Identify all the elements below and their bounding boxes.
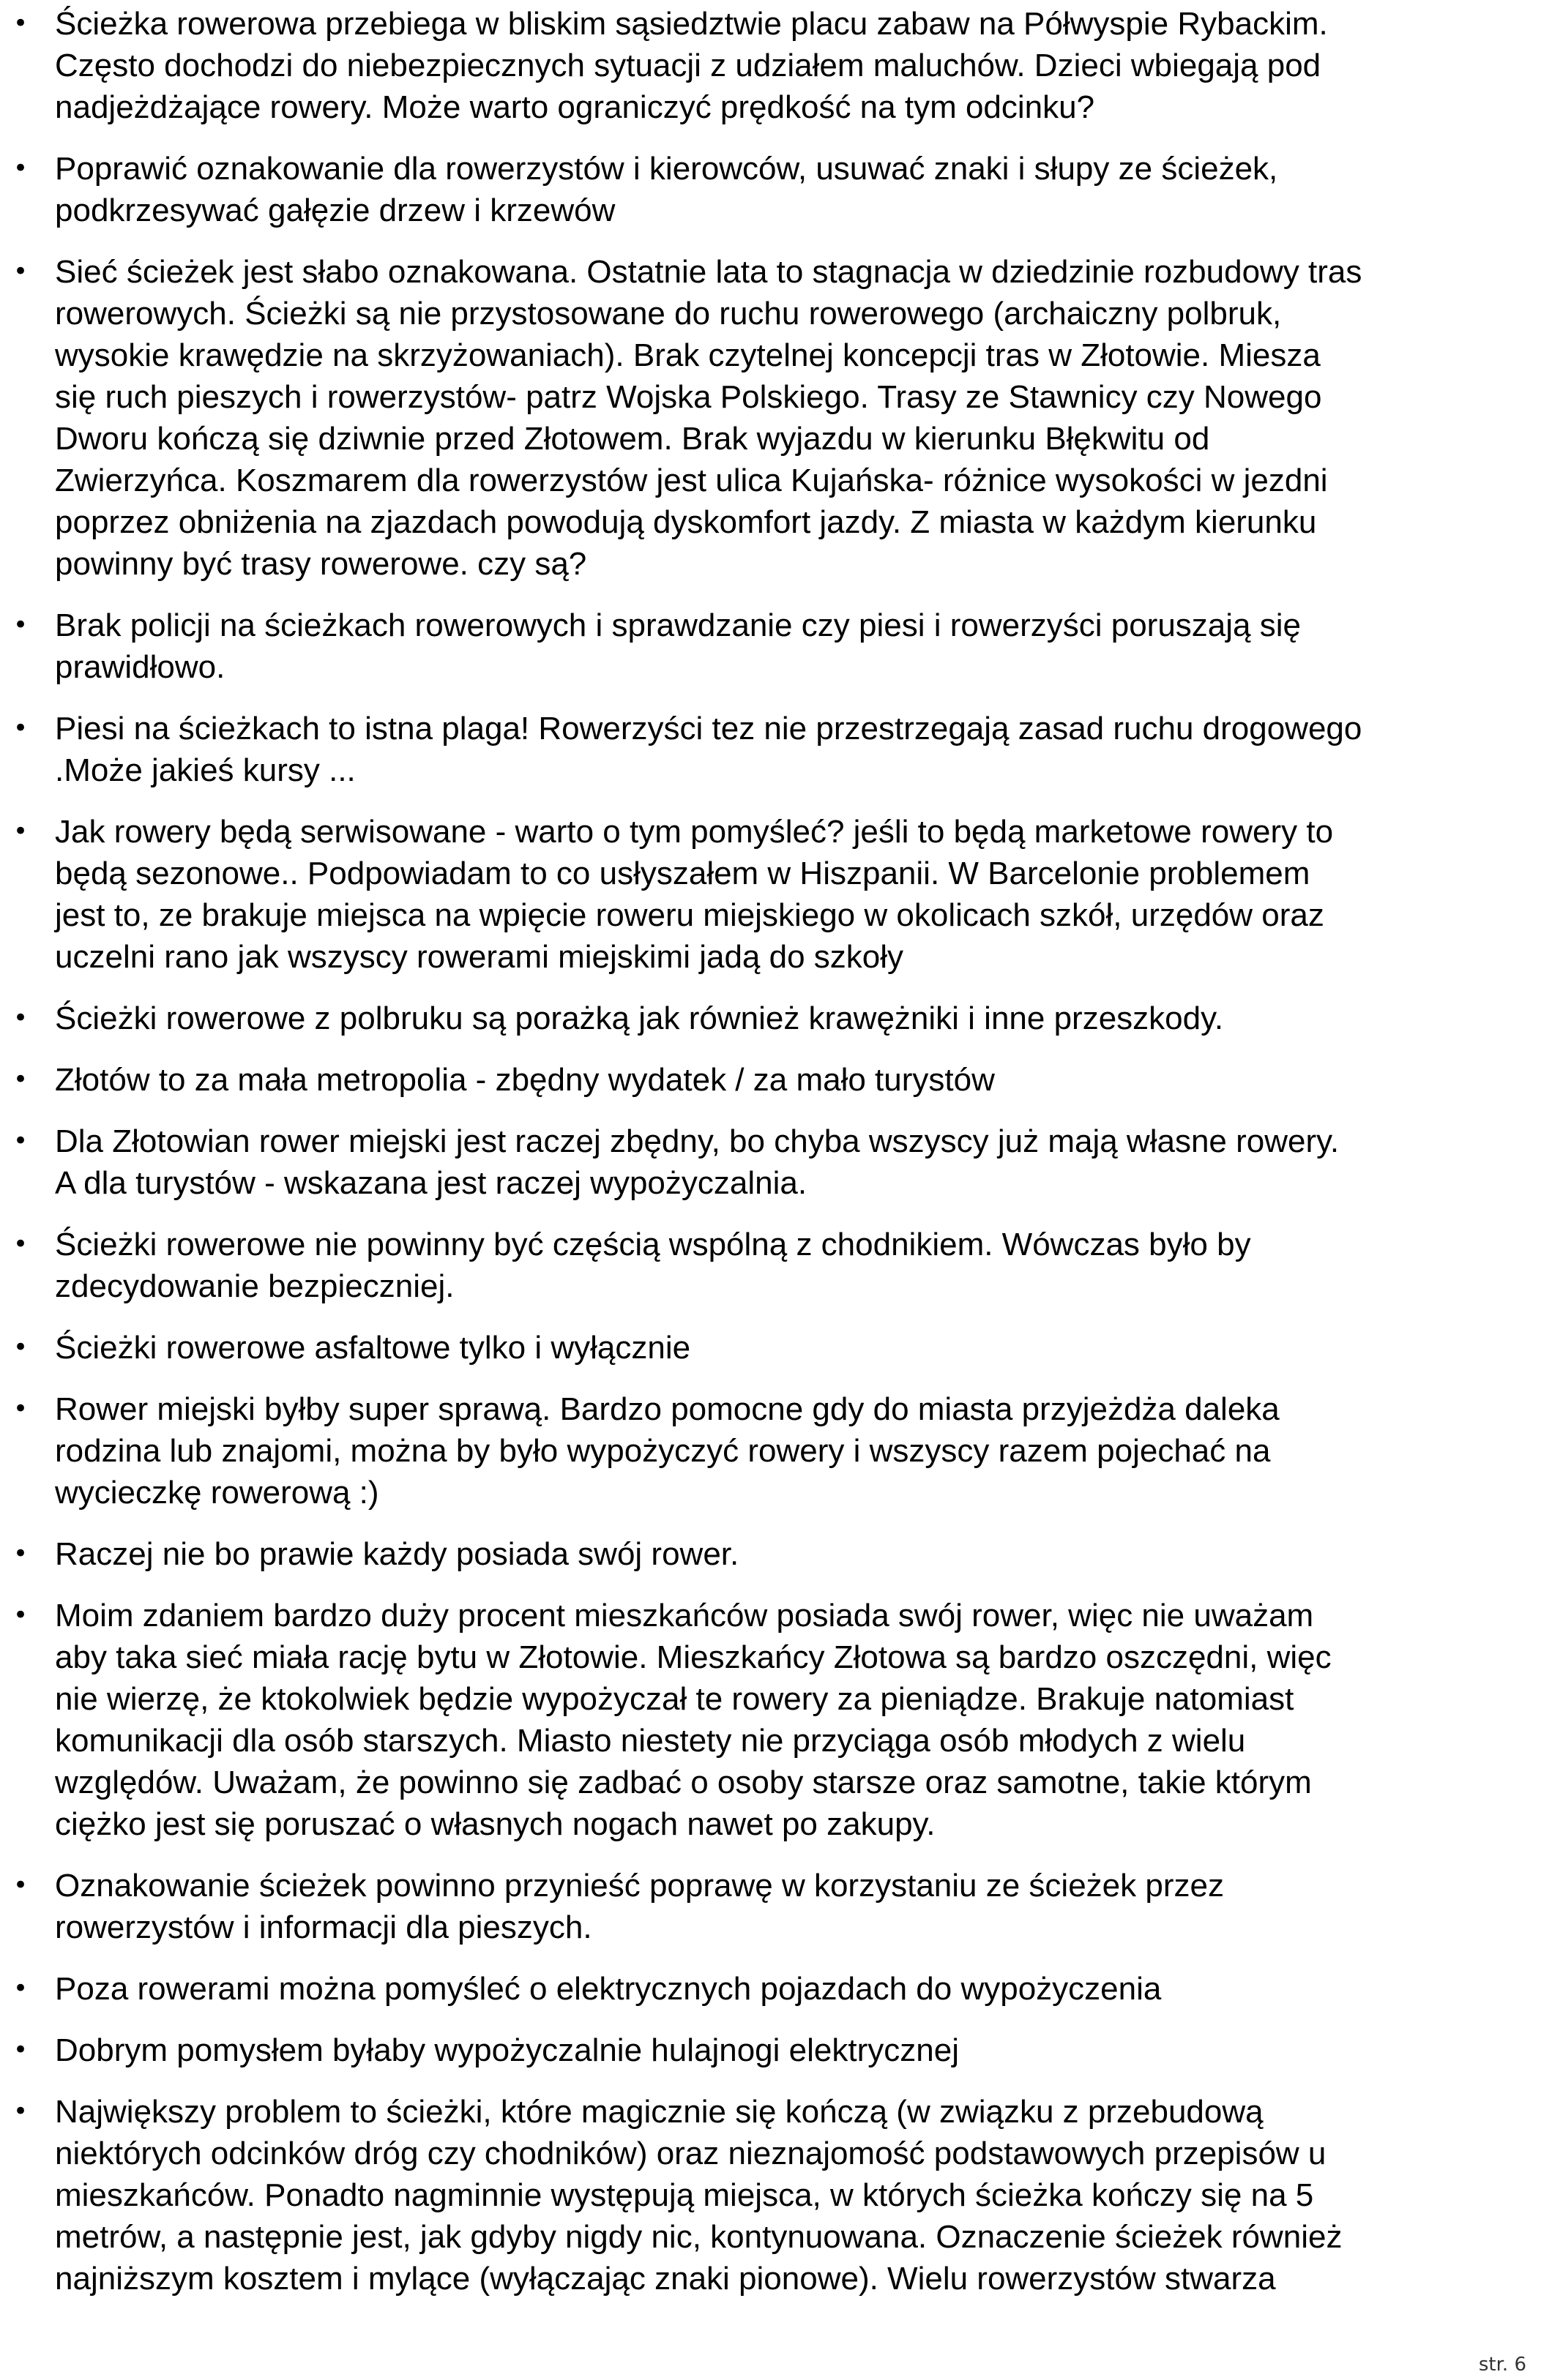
comment-text: Piesi na ścieżkach to istna plaga! Rowerzyści tez nie przestrzegają zasad ruchu drogowego .Może jakieś kursy ... <box>55 711 1362 788</box>
list-item <box>0 2029 1541 2071</box>
comment-text: Dobrym pomysłem byłaby wypożyczalnie hulajnogi elektrycznej <box>55 2032 959 2068</box>
comment-text: Poza rowerami można pomyśleć o elektrycznych pojazdach do wypożyczenia <box>55 1971 1162 2007</box>
comment-text: Największy problem to ścieżki, które magicznie się kończą (w związku z przebudową niektórych odcinków dróg czy chodników) oraz nieznajomość podstawowych przepisów u mieszkańców. Ponadto nagminnie występują miejsca, w których ścieżka kończy się na 5 metrów, a następnie jest, jak gdyby nigdy nic, kontynuowana. Oznaczenie ścieżek również najniższym kosztem i mylące (wyłączając znaki pionowe). Wielu rowerzystów stwarza <box>55 2094 1343 2297</box>
bullet-icon: • <box>12 1601 29 1630</box>
comment-list <box>0 3 1541 2319</box>
comment-text: Ścieżki rowerowe asfaltowe tylko i wyłącznie <box>55 1330 691 1366</box>
bullet-icon: • <box>12 1394 29 1423</box>
bullet-icon: • <box>12 9 29 38</box>
page-number: str. 6 <box>1478 2354 1526 2376</box>
list-item <box>0 1388 1541 1513</box>
list-item <box>0 3 1541 128</box>
bullet-icon: • <box>12 1974 29 2003</box>
bullet-icon: • <box>12 714 29 743</box>
bullet-icon: • <box>12 1333 29 1362</box>
list-item <box>0 708 1541 791</box>
bullet-icon: • <box>12 1126 29 1156</box>
list-item <box>0 1865 1541 1948</box>
list-item <box>0 2091 1541 2299</box>
list-item <box>0 1224 1541 1307</box>
list-item <box>0 998 1541 1039</box>
comment-text: Poprawić oznakowanie dla rowerzystów i kierowców, usuwać znaki i słupy ze ścieżek, podkrzesywać gałęzie drzew i krzewów <box>55 151 1278 228</box>
list-item <box>0 605 1541 688</box>
list-item <box>0 811 1541 978</box>
bullet-icon: • <box>12 610 29 640</box>
bullet-icon: • <box>12 1539 29 1568</box>
bullet-icon: • <box>12 1065 29 1094</box>
bullet-icon: • <box>12 154 29 183</box>
bullet-icon: • <box>12 1871 29 1900</box>
list-item <box>0 251 1541 585</box>
list-item <box>0 1533 1541 1575</box>
bullet-icon: • <box>12 2097 29 2126</box>
list-item <box>0 1968 1541 2010</box>
bullet-icon: • <box>12 1230 29 1259</box>
comment-text: Jak rowery będą serwisowane - warto o tym pomyśleć? jeśli to będą marketowe rowery to będą sezonowe.. Podpowiadam to co usłyszałem w Hiszpanii. W Barcelonie problemem jest to, ze brakuje miejsca na wpięcie roweru miejskiego w okolicach szkół, urzędów oraz uczelni rano jak wszyscy rowerami miejskimi jadą do szkoły <box>55 814 1334 975</box>
comment-text: Moim zdaniem bardzo duży procent mieszkańców posiada swój rower, więc nie uważam aby taka sieć miała rację bytu w Złotowie. Mieszkańcy Złotowa są bardzo oszczędni, więc nie wierzę, że ktokolwiek będzie wypożyczał te rowery za pieniądze. Brakuje natomiast komunikacji dla osób starszych. Miasto niestety nie przyciąga osób młodych z wielu względów. Uważam, że powinno się zadbać o osoby starsze oraz samotne, takie którym ciężko jest się poruszać o własnych nogach nawet po zakupy. <box>55 1598 1332 1842</box>
bullet-icon: • <box>12 2035 29 2065</box>
comment-text: Oznakowanie ścieżek powinno przynieść poprawę w korzystaniu ze ścieżek przez rowerzystów i informacji dla pieszych. <box>55 1868 1224 1945</box>
comment-text: Złotów to za mała metropolia - zbędny wydatek / za mało turystów <box>55 1062 995 1098</box>
comment-text: Brak policji na ścieżkach rowerowych i sprawdzanie czy piesi i rowerzyści poruszają się prawidłowo. <box>55 607 1301 685</box>
bullet-icon: • <box>12 817 29 846</box>
comment-text: Ścieżka rowerowa przebiega w bliskim sąsiedztwie placu zabaw na Półwyspie Rybackim. Często dochodzi do niebezpiecznych sytuacji z udziałem maluchów. Dzieci wbiegają pod nadjeżdżające rowery. Może warto ograniczyć prędkość na tym odcinku? <box>55 6 1328 125</box>
comment-text: Dla Złotowian rower miejski jest raczej zbędny, bo chyba wszyscy już mają własne rowery. A dla turystów - wskazana jest raczej wypożyczalnia. <box>55 1123 1340 1201</box>
comment-text: Rower miejski byłby super sprawą. Bardzo pomocne gdy do miasta przyjeżdża daleka rodzina lub znajomi, można by było wypożyczyć rowery i wszyscy razem pojechać na wycieczkę rowerową :) <box>55 1391 1280 1511</box>
list-item <box>0 1327 1541 1369</box>
list-item <box>0 1059 1541 1101</box>
list-item <box>0 1120 1541 1204</box>
comment-text: Sieć ścieżek jest słabo oznakowana. Ostatnie lata to stagnacja w dziedzinie rozbudowy tras rowerowych. Ścieżki są nie przystosowane do ruchu rowerowego (archaiczny polbruk, wysokie krawędzie na skrzyżowaniach). Brak czytelnej koncepcji tras w Złotowie. Miesza się ruch pieszych i rowerzystów- patrz Wojska Polskiego. Trasy ze Stawnicy czy Nowego Dworu kończą się dziwnie przed Złotowem. Brak wyjazdu w kierunku Błękwitu od Zwierzyńca. Koszmarem dla rowerzystów jest ulica Kujańska- różnice wysokości w jezdni poprzez obniżenia na zjazdach powodują dyskomfort jazdy. Z miasta w każdym kierunku powinny być trasy rowerowe. czy są? <box>55 254 1362 582</box>
list-item <box>0 1595 1541 1845</box>
comment-text: Raczej nie bo prawie każdy posiada swój rower. <box>55 1536 739 1572</box>
list-item <box>0 148 1541 231</box>
bullet-icon: • <box>12 257 29 286</box>
comment-text: Ścieżki rowerowe nie powinny być częścią wspólną z chodnikiem. Wówczas było by zdecydowanie bezpieczniej. <box>55 1227 1251 1304</box>
comment-text: Ścieżki rowerowe z polbruku są porażką jak również krawężniki i inne przeszkody. <box>55 1000 1224 1036</box>
bullet-icon: • <box>12 1003 29 1033</box>
